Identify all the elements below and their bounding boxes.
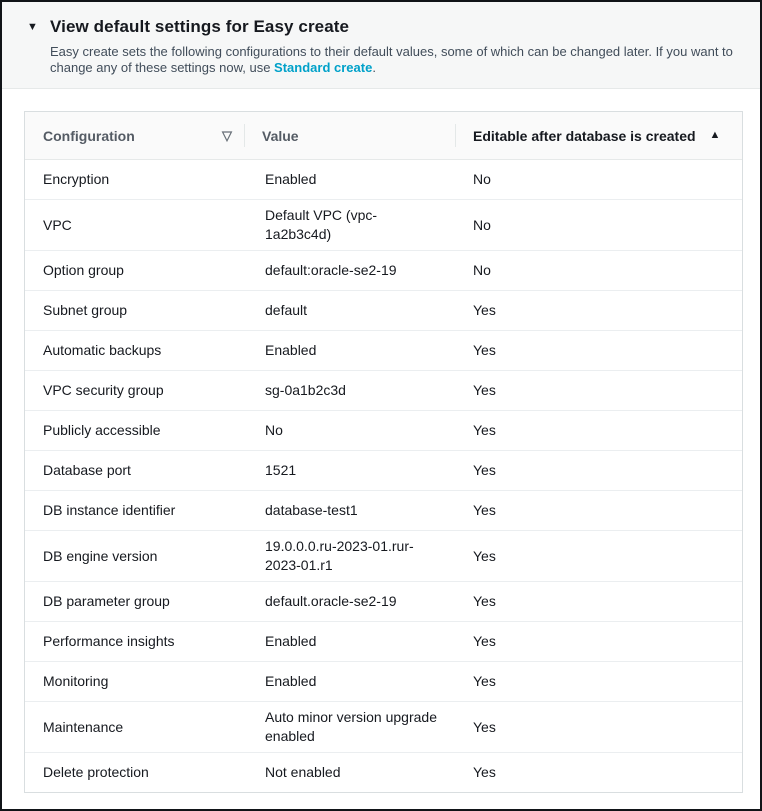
value-cell: default.oracle-se2-19 — [265, 593, 397, 609]
description-text: Easy create sets the following configurations to their default values, some of which can be changed later. If you want to change any of these settings now, use — [50, 44, 733, 75]
configuration-cell: Encryption — [43, 171, 110, 187]
value-cell: Not enabled — [265, 764, 341, 780]
value-cell: 1521 — [265, 462, 297, 478]
table-row — [25, 622, 742, 662]
configuration-cell: VPC — [43, 216, 72, 233]
table-row — [25, 753, 742, 792]
table-row — [25, 451, 742, 491]
configuration-cell: DB engine version — [43, 547, 158, 564]
editable-cell: Yes — [473, 502, 496, 518]
table-body — [25, 160, 742, 792]
description-period: . — [372, 60, 376, 75]
table-header-row — [25, 112, 742, 160]
editable-cell: Yes — [473, 422, 496, 438]
configuration-cell: Delete protection — [43, 764, 149, 780]
value-cell: sg-0a1b2c3d — [265, 382, 346, 398]
table-row — [25, 411, 742, 451]
value-cell: Enabled — [265, 171, 317, 187]
table-row — [25, 331, 742, 371]
expander-header[interactable] — [27, 17, 736, 37]
value-cell: Enabled — [265, 673, 317, 689]
column-header-value — [244, 112, 455, 159]
table-row — [25, 702, 742, 753]
table-row — [25, 582, 742, 622]
value-cell: Enabled — [265, 342, 317, 358]
configuration-cell: VPC security group — [43, 382, 164, 398]
expander-section — [2, 2, 760, 89]
value-cell: 19.0.0.0.ru-2023-01.rur-2023-01.r1 — [265, 538, 414, 573]
table-row — [25, 291, 742, 331]
editable-cell: Yes — [473, 764, 496, 780]
column-header-configuration[interactable] — [25, 112, 244, 159]
table-row — [25, 491, 742, 531]
column-header-value-label: Value — [262, 127, 299, 144]
configuration-cell: Monitoring — [43, 673, 109, 689]
value-cell: Default VPC (vpc-1a2b3c4d) — [265, 207, 378, 242]
editable-cell: Yes — [473, 593, 496, 609]
default-settings-table — [24, 111, 743, 793]
configuration-cell: Database port — [43, 462, 131, 478]
editable-cell: Yes — [473, 302, 496, 318]
editable-cell: No — [473, 262, 491, 278]
sort-descending-outline-icon: ▽ — [222, 128, 232, 143]
standard-create-link[interactable]: Standard create — [274, 60, 373, 75]
table-row — [25, 531, 742, 582]
editable-cell: Yes — [473, 462, 496, 478]
value-cell: default:oracle-se2-19 — [265, 262, 397, 278]
table-row — [25, 200, 742, 251]
configuration-cell: DB instance identifier — [43, 502, 176, 518]
value-cell: No — [265, 422, 283, 438]
caret-down-icon: ▼ — [27, 20, 38, 33]
table-row — [25, 371, 742, 411]
editable-cell: Yes — [473, 547, 496, 564]
column-header-editable[interactable] — [455, 112, 742, 159]
value-cell: default — [265, 302, 308, 318]
configuration-cell: DB parameter group — [43, 593, 170, 609]
configuration-cell: Maintenance — [43, 718, 124, 735]
configuration-cell: Performance insights — [43, 633, 175, 649]
editable-cell: Yes — [473, 673, 496, 689]
value-cell: Auto minor version upgrade enabled — [265, 709, 437, 744]
editable-cell: Yes — [473, 633, 496, 649]
editable-cell: No — [473, 171, 491, 187]
configuration-cell: Option group — [43, 262, 124, 278]
expander-title: View default settings for Easy create — [50, 17, 350, 36]
column-header-editable-label: Editable after database is created — [473, 127, 696, 144]
editable-cell: Yes — [473, 342, 496, 358]
configuration-cell: Subnet group — [43, 302, 128, 318]
value-cell: database-test1 — [265, 502, 358, 518]
editable-cell: No — [473, 216, 491, 233]
editable-cell: Yes — [473, 718, 496, 735]
table-row — [25, 251, 742, 291]
column-header-configuration-label: Configuration — [43, 127, 135, 144]
configuration-cell: Automatic backups — [43, 342, 162, 358]
value-cell: Enabled — [265, 633, 317, 649]
table-row — [25, 160, 742, 200]
editable-cell: Yes — [473, 382, 496, 398]
table-row — [25, 662, 742, 702]
configuration-cell: Publicly accessible — [43, 422, 161, 438]
expander-description — [50, 44, 742, 76]
sort-ascending-filled-icon: ▲ — [709, 129, 721, 141]
